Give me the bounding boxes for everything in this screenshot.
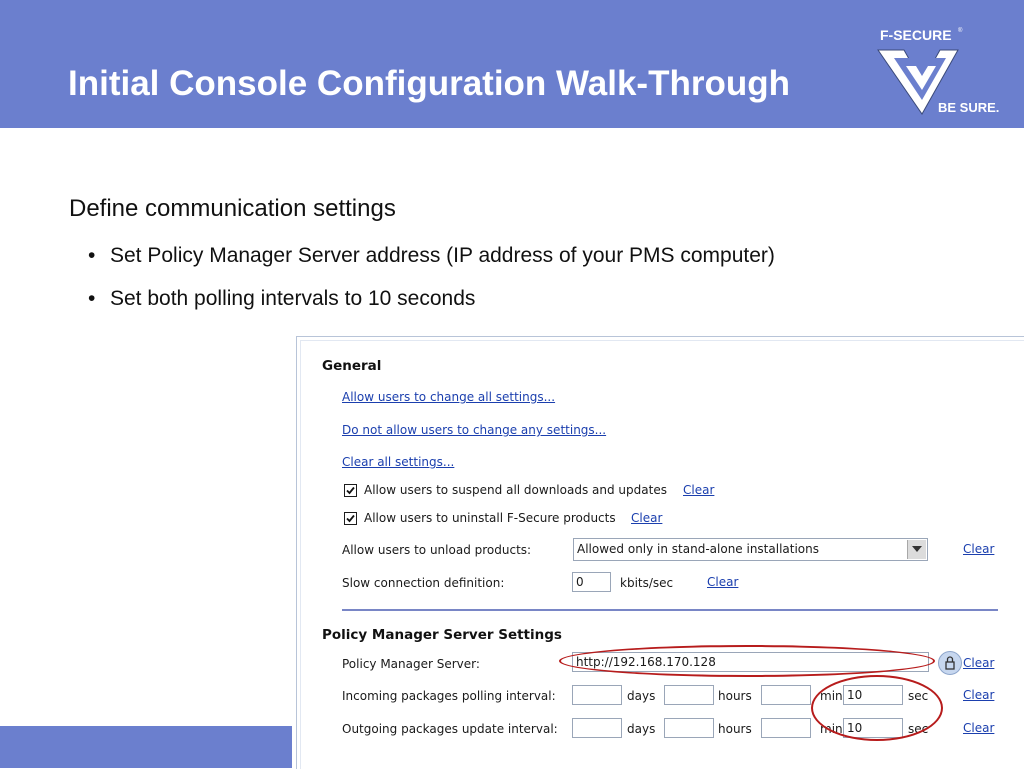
uninstall-products-clear[interactable]: Clear (631, 511, 663, 525)
section-divider (342, 609, 998, 611)
incoming-days-unit: days (627, 689, 656, 703)
unload-products-value: Allowed only in stand-alone installations (577, 542, 820, 556)
pms-server-input[interactable]: http://192.168.170.128 (572, 652, 929, 672)
slow-connection-label: Slow connection definition: (342, 576, 505, 590)
outgoing-min-unit: min (820, 722, 843, 736)
outgoing-hours-input[interactable] (664, 718, 714, 738)
checkmark-icon (345, 513, 356, 524)
outgoing-interval-label: Outgoing packages update interval: (342, 722, 558, 736)
dropdown-button[interactable] (907, 540, 926, 559)
slide-header (0, 0, 1024, 128)
interval-highlight-oval (811, 675, 943, 741)
outgoing-sec-input[interactable]: 10 (843, 718, 903, 738)
suspend-downloads-checkbox[interactable] (344, 484, 357, 497)
chevron-down-icon (912, 546, 922, 552)
bullet-dot: • (88, 287, 96, 310)
outgoing-hours-unit: hours (718, 722, 752, 736)
incoming-hours-unit: hours (718, 689, 752, 703)
checkmark-icon (345, 485, 356, 496)
incoming-clear[interactable]: Clear (963, 688, 995, 702)
bullet-text: Set both polling intervals to 10 seconds (110, 287, 476, 310)
disallow-all-link[interactable]: Do not allow users to change any settings... (342, 423, 607, 437)
settings-panel-inner (300, 340, 1024, 769)
incoming-sec-input[interactable]: 10 (843, 685, 903, 705)
slow-connection-clear[interactable]: Clear (707, 575, 739, 589)
outgoing-min-input[interactable] (761, 718, 811, 738)
allow-all-link[interactable]: Allow users to change all settings... (342, 390, 556, 404)
outgoing-days-input[interactable] (572, 718, 622, 738)
incoming-hours-input[interactable] (664, 685, 714, 705)
svg-text:BE SURE.: BE SURE. (938, 100, 1000, 115)
incoming-sec-unit: sec (908, 689, 929, 703)
bullet-text: Set Policy Manager Server address (IP address of your PMS computer) (110, 244, 775, 267)
incoming-days-input[interactable] (572, 685, 622, 705)
bullet-dot: • (88, 244, 96, 267)
lock-icon[interactable] (938, 651, 962, 675)
suspend-downloads-clear[interactable]: Clear (683, 483, 715, 497)
settings-panel (296, 336, 1024, 769)
slow-connection-input[interactable]: 0 (572, 572, 611, 592)
pms-server-clear[interactable]: Clear (963, 656, 995, 670)
incoming-min-unit: min (820, 689, 843, 703)
bullet-item (88, 244, 775, 287)
svg-text:F-SECURE: F-SECURE (880, 27, 952, 43)
general-heading: General (322, 358, 382, 374)
suspend-downloads-label: Allow users to suspend all downloads and updates (364, 483, 667, 497)
slow-connection-unit: kbits/sec (620, 576, 674, 590)
svg-text:®: ® (958, 28, 963, 34)
outgoing-days-unit: days (627, 722, 656, 736)
outgoing-sec-unit: sec (908, 722, 929, 736)
server-highlight-oval (559, 645, 935, 677)
pms-server-label: Policy Manager Server: (342, 657, 480, 671)
incoming-min-input[interactable] (761, 685, 811, 705)
bullet-list (88, 244, 775, 330)
subtitle: Define communication settings (69, 195, 396, 222)
clear-all-link[interactable]: Clear all settings... (342, 455, 455, 469)
footer-band (0, 726, 292, 768)
unload-products-clear[interactable]: Clear (963, 542, 995, 556)
slide-title: Initial Console Configuration Walk-Through (68, 64, 790, 103)
unload-products-label: Allow users to unload products: (342, 543, 532, 557)
padlock-icon (939, 652, 961, 674)
unload-products-select[interactable] (573, 538, 928, 561)
uninstall-products-label: Allow users to uninstall F-Secure products (364, 511, 616, 525)
incoming-interval-label: Incoming packages polling interval: (342, 689, 556, 703)
pms-heading: Policy Manager Server Settings (322, 627, 562, 643)
f-secure-logo (872, 22, 1022, 122)
bullet-item (88, 287, 775, 330)
outgoing-clear[interactable]: Clear (963, 721, 995, 735)
uninstall-products-checkbox[interactable] (344, 512, 357, 525)
